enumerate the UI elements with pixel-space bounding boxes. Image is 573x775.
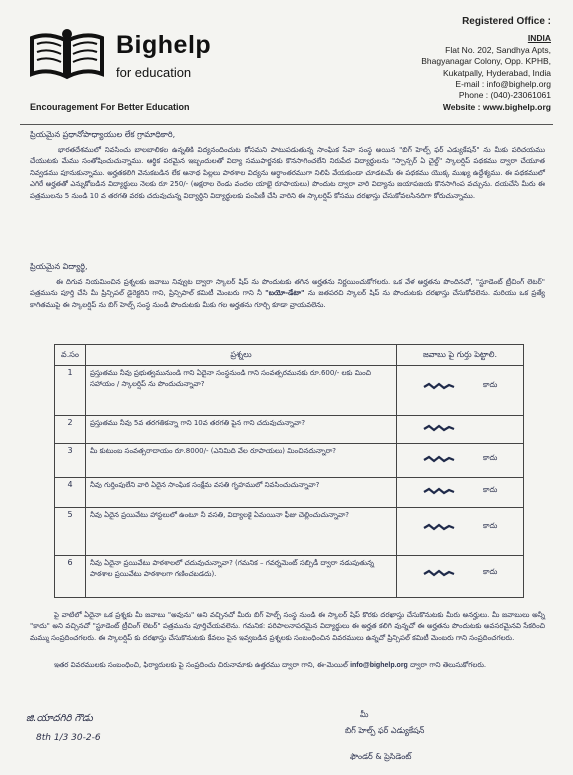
address-line: Flat No. 202, Sandhya Apts, — [445, 44, 551, 55]
header-answer: జవాబు పై గుర్తు పెట్టాలి. — [397, 345, 524, 366]
row-number: 4 — [55, 478, 86, 508]
eligibility-table — [54, 344, 524, 598]
strike-mark-icon — [423, 523, 455, 532]
row-answer[interactable] — [397, 478, 524, 508]
eligibility-note: పై వాటిలో ఏదైనా ఒక ప్రశ్నకు మీ జవాబు "అవును" అని వచ్చినచో మీరు బిగ్ హెల్ప్ సంస్థ నుండి ఈ స్కాలర్ షిప్ కొరకు దరఖాస్తు చేసుకొనుటకు మీరు అనర్హులు. మీ జవాబులు అన్నీ "కాదు" అని వచ్చినచో "స్టూడెంట్ ట్రీచింగ్ లెటర్" పత్రమును పూర్తిచేయవలెను. గమనిక: పరిపాలనాపరమైన విద్యార్థులు ఈ అర్హత కలిగి వున్నచో ఈ అర్హతను పొందుటకు అవసరమైనవి సేకరించి మమ్ము సంప్రదించగలరు. ఈ స్కాలర్షిప్ కు దరఖాస్తు చేసుకొనుటకు కేవలం పైన ఇవ్వబడిన ప్రశ్నలకు సంబంధించిన వివరములు ఉన్నచో ప్రిన్సిపల్ కమిటీ మెంబరు గాని సంప్రదించగలరు. — [30, 611, 545, 642]
row-number: 6 — [55, 556, 86, 598]
row-number: 1 — [55, 366, 86, 416]
answer-no: కాదు — [483, 567, 498, 576]
table-row — [55, 508, 524, 556]
row-number: 5 — [55, 508, 86, 556]
address-line: Kukatpally, Hyderabad, India — [442, 67, 551, 78]
row-question: నీవు ఏదైనా ప్రయివేటు పాఠశాలలో చదువుచున్నావా? (గమనిక – గవర్నమెంట్ సబ్సిడీ ద్వారా నడుపుతున్న పాఠశాల ప్రయివేటు పాఠశాలగా గణించబడదు). — [86, 556, 397, 598]
instructions-text: ఈ దిగువ నియమించిన ప్రశ్నలకు జవాబు నివ్వుట ద్వారా స్కాలర్ షిప్ ను పొందుటకు తగిన అర్హతను నిర్ణయించుకోగలరు. ఒక వేళ అర్హతను పొందినచో, "స్టూడెంట్ ట్రీచింగ్ లెటర్" పత్రమును పూర్తి చేసి మీ ప్రిన్సిపల్ డైరెక్టరిని గాని, ప్రిన్సిపాల్ కమిటీ మెంబరు గాని నీ — [30, 278, 545, 298]
tagline: Encouragement For Better Education — [30, 102, 190, 112]
instructions-paragraph — [30, 277, 545, 311]
answer-no: కాదు — [483, 380, 498, 389]
table-row — [55, 478, 524, 508]
row-question: నీవు ఏదైన ప్రయివేటు హాస్టలులో ఉంటూ నీ వసతి, విద్యాలకై ఏమయినా ఫీజు చెల్లించుచున్నావా? — [86, 508, 397, 556]
table-row — [55, 416, 524, 444]
intro-paragraph: భారతదేశములో నివసించు బాలబాలికల ఉన్నతికి విద్యనందించుట కోసమని పాటుపడుతున్న సాంఘిక సేవా సంస్థ అయిన "బిగ్ హెల్ప్ ఫర్ ఎడ్యుకేషన్" ను మీకు పరిచయము చేయుటకు మేము సంతోషించుచున్నాము. ఆర్థిక పరమైన ఇబ్బందులతో విద్యా సముపార్జనకు కొనసాగించలేని నిరుపేద విద్యార్థులను "స్పాన్సర్ ఏ చైల్డ్" స్కాలర్షిప్ పథకము ద్వారా చేయూత నివ్వడము పూనుకున్నాము. అర్హతకలిగి వెనుకబడిన లేక అనాథ పిల్లలు పాఠశాల విద్యను అర్ధాంతరముగా నిలిపి వేయకుండా చూడటమే ఈ పథకము యొక్క ముఖ్య ఉద్దేశ్యము. ఈ పథకములో ఎగిరే అర్హతతో ఎన్నుకోబడిన విద్యార్థులు నెలకు రూ 250/- (అక్షరాల రెండు వందల యాభై రూపాయలు) పొందుట ద్వారా వారి విద్యాను జయాపజయ కొనసాగింప వచ్చును. దయచేసి మీరు ఈ పత్రములను 5 నుండి 10 వ తరగతి వరకు చదువుచున్న విద్యార్థిని విద్యార్థులకు పంపిణీ చేసి వారిని ఈ స్కాలర్షిప్ కోసము దరఖాస్తు చేసుకోవలసినదిగా కోరుచున్నాము. — [30, 146, 545, 200]
student-salutation: ప్రియమైన విద్యార్థి, — [30, 262, 88, 271]
strike-mark-icon — [423, 455, 455, 464]
office-phone: Phone : (040)-23061061 — [458, 90, 551, 101]
table-row — [55, 444, 524, 478]
row-number: 2 — [55, 416, 86, 444]
open-book-icon — [28, 28, 106, 80]
bighelp-logo — [28, 25, 228, 95]
row-question: ప్రస్తుతము నీవు 5వ తరగతికన్నా గాని 10వ తరగతి పైన గాని చదువుచున్నావా? — [86, 416, 397, 444]
office-address — [341, 16, 551, 113]
brand-name: Bighelp — [116, 31, 212, 59]
salutation: ప్రియమైన ప్రధానోపాధ్యాయుల లేక గ్రామాధికారి, — [30, 130, 176, 139]
strike-mark-icon — [423, 382, 455, 391]
contact-email[interactable]: info@bighelp.org — [350, 662, 408, 669]
handwritten-date: 8th 1/3 30-2-6 — [36, 733, 101, 743]
row-answer[interactable] — [397, 416, 524, 444]
office-title: Registered Office : — [462, 16, 551, 27]
header-questions: ప్రశ్నలు — [86, 345, 397, 366]
handwritten-signature: జి.యాదగిరి గౌడు — [26, 713, 93, 724]
answer-no: కాదు — [483, 485, 498, 494]
strike-mark-icon — [423, 487, 455, 496]
office-email: E-mail : info@bighelp.org — [455, 79, 551, 90]
row-number: 3 — [55, 444, 86, 478]
row-answer[interactable] — [397, 366, 524, 416]
instructions-text-2: ను జతపరచి స్కాలర్ షిప్ ను పొందుటకు దరఖాస్తు చేసుకోవలెను. మరియు ఒక ప్రత్యే కాగితముపై ఈ స్కాలర్షిప్ ను బిగ్ హెల్ప్ సంస్థ నుండి పొందుటకు మీకు గల అర్హతను గూర్చి కూడా వ్రాయవలెను. — [30, 289, 545, 309]
office-country: INDIA — [527, 33, 551, 44]
header-serial: వ.సం — [55, 345, 86, 366]
header-divider — [20, 124, 553, 125]
closing-org: బిగ్ హెల్ప్ ఫర్ ఎడ్యుకేషన్ — [345, 726, 425, 735]
brand-subtitle: for education — [116, 65, 192, 80]
bio-data-term: "బయో-డేటా" — [265, 289, 305, 298]
table-row — [55, 366, 524, 416]
closing-word: మీ — [360, 710, 369, 719]
row-answer[interactable] — [397, 508, 524, 556]
answer-no: కాదు — [483, 521, 498, 530]
row-question: మీ కుటుంబ సంవత్సరాదాయం రూ.8000/- (ఎనిమిది వేల రూపాయలు) మించినదున్నారా? — [86, 444, 397, 478]
row-question: ప్రస్తుతము నీవు ప్రభుత్వమునుండి గాని ఏదైనా సంస్థనుండి గాని సంవత్సరమునకు రూ.600/- లకు మించి సహాయం / స్కాలర్షిప్ ను పొందుచున్నావా? — [86, 366, 397, 416]
office-website: Website : www.bighelp.org — [442, 101, 551, 112]
contact-text: ఇతర వివరములకు సంబంధించి, ఫిర్యాదులకు పై సంప్రదించు చిరునామాకు ఉత్తరము ద్వారా గాని, ఈ-మెయిల్ — [54, 661, 348, 669]
strike-mark-icon — [423, 424, 455, 433]
strike-mark-icon — [423, 569, 455, 578]
contact-text-2: ద్వారా గాని తెలుసుకోగలరు. — [410, 661, 487, 669]
closing-title: ఫౌండర్ & ప్రెసిడెంట్ — [350, 752, 412, 761]
table-header-row — [55, 345, 524, 366]
address-line: Bhagyanagar Colony, Opp. KPHB, — [421, 56, 551, 67]
row-answer[interactable] — [397, 556, 524, 598]
answer-no: కాదు — [483, 453, 498, 462]
contact-paragraph — [30, 660, 545, 671]
row-question: నీవు గుర్తింపులేని వారి ఏదైన సాంఘిక సంక్షేమ వసతి గృహములో నివసించుచున్నావా? — [86, 478, 397, 508]
table-row — [55, 556, 524, 598]
row-answer[interactable] — [397, 444, 524, 478]
